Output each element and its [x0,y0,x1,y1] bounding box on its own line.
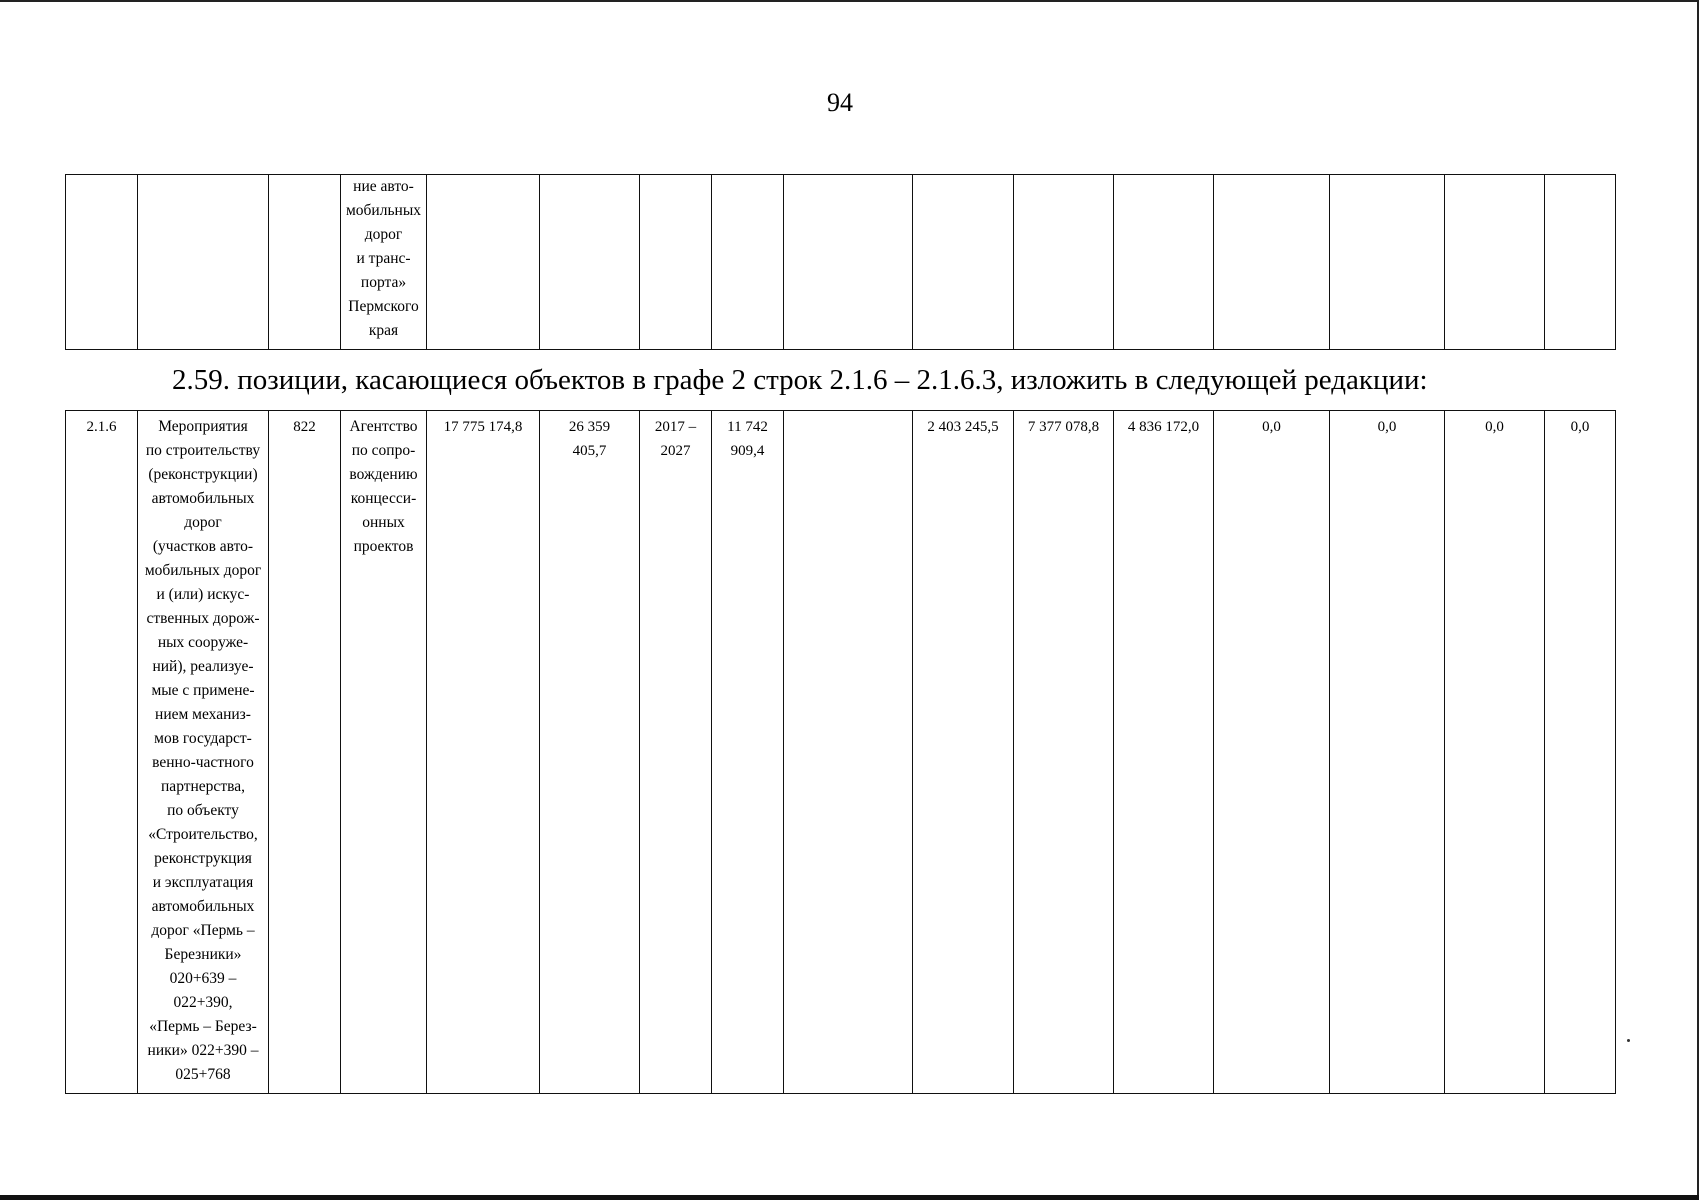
continuation-table [65,174,1616,350]
value-6: 7 377 078,8 [1027,419,1100,435]
value-3: 11 742 909,4 [727,419,768,459]
cell-period [640,411,712,1094]
table-row [66,175,1616,350]
cell-empty [1214,175,1330,350]
page-number: 94 [827,88,853,117]
cell-value-3 [712,411,784,1094]
cell-empty [712,175,784,350]
cell-value-11 [1545,411,1616,1094]
value-9: 0,0 [1377,419,1397,435]
cell-empty [427,175,540,350]
value-8: 0,0 [1262,419,1281,435]
cell-executor-fragment [341,175,427,350]
cell-empty [540,175,640,350]
value-10: 0,0 [1485,419,1504,435]
cell-empty [1114,175,1214,350]
cell-grbs [269,411,341,1094]
cell-empty [784,175,913,350]
cell-empty [1330,175,1445,350]
value-5: 2 403 245,5 [927,419,999,435]
page-edge-bottom [0,1195,1699,1200]
cell-value-9 [1330,411,1445,1094]
object-name: Мероприятия по строительству (реконструкции) автомобильных дорог (участков авто- мобильных дорог и (или) искус- ственных дорож- ных сооруже- ний), реализуе- мые с примене- нием механиз- мов государст- венно-частного партнерства, по объекту «Строительство, реконструкция и эксплуатация автомобильных дорог «Пермь – Березники» 020+639 – 022+390, «Пермь – Берез- ники» 022+390 – 025+768 [144,418,262,1083]
cell-empty [66,175,138,350]
cell-value-1 [427,411,540,1094]
cell-value-4 [784,411,913,1094]
scan-speck [1627,1039,1630,1042]
cell-empty [1445,175,1545,350]
cell-empty [640,175,712,350]
period: 2017 – 2027 [654,419,697,459]
cell-value-8 [1214,411,1330,1094]
cell-empty [1545,175,1616,350]
executor-fragment-text: ние авто- мобильных дорог и транс- порта» Пермского края [345,178,421,339]
cell-value-10 [1445,411,1545,1094]
agency-name: Агентство по сопро- вождению концесси- онных проектов [349,418,418,555]
cell-code [66,411,138,1094]
value-7: 4 836 172,0 [1127,419,1200,435]
row-code: 2.1.6 [86,419,117,435]
section-heading: 2.59. позиции, касающиеся объектов в графе 2 строк 2.1.6 – 2.1.6.3, изложить в следующей редакции: [172,364,1428,396]
cell-empty [913,175,1014,350]
page-edge-top [0,0,1699,2]
cell-empty [269,175,341,350]
cell-value-2 [540,411,640,1094]
value-2: 26 359 405,7 [568,419,611,459]
cell-name [138,411,269,1094]
grbs-code: 822 [293,419,316,435]
value-11: 0,0 [1570,419,1590,435]
cell-value-6 [1014,411,1114,1094]
objects-table [65,410,1616,1094]
cell-value-5 [913,411,1014,1094]
cell-agency [341,411,427,1094]
cell-empty [1014,175,1114,350]
value-1: 17 775 174,8 [443,419,523,435]
cell-value-7 [1114,411,1214,1094]
cell-empty [138,175,269,350]
table-row [66,411,1616,1094]
